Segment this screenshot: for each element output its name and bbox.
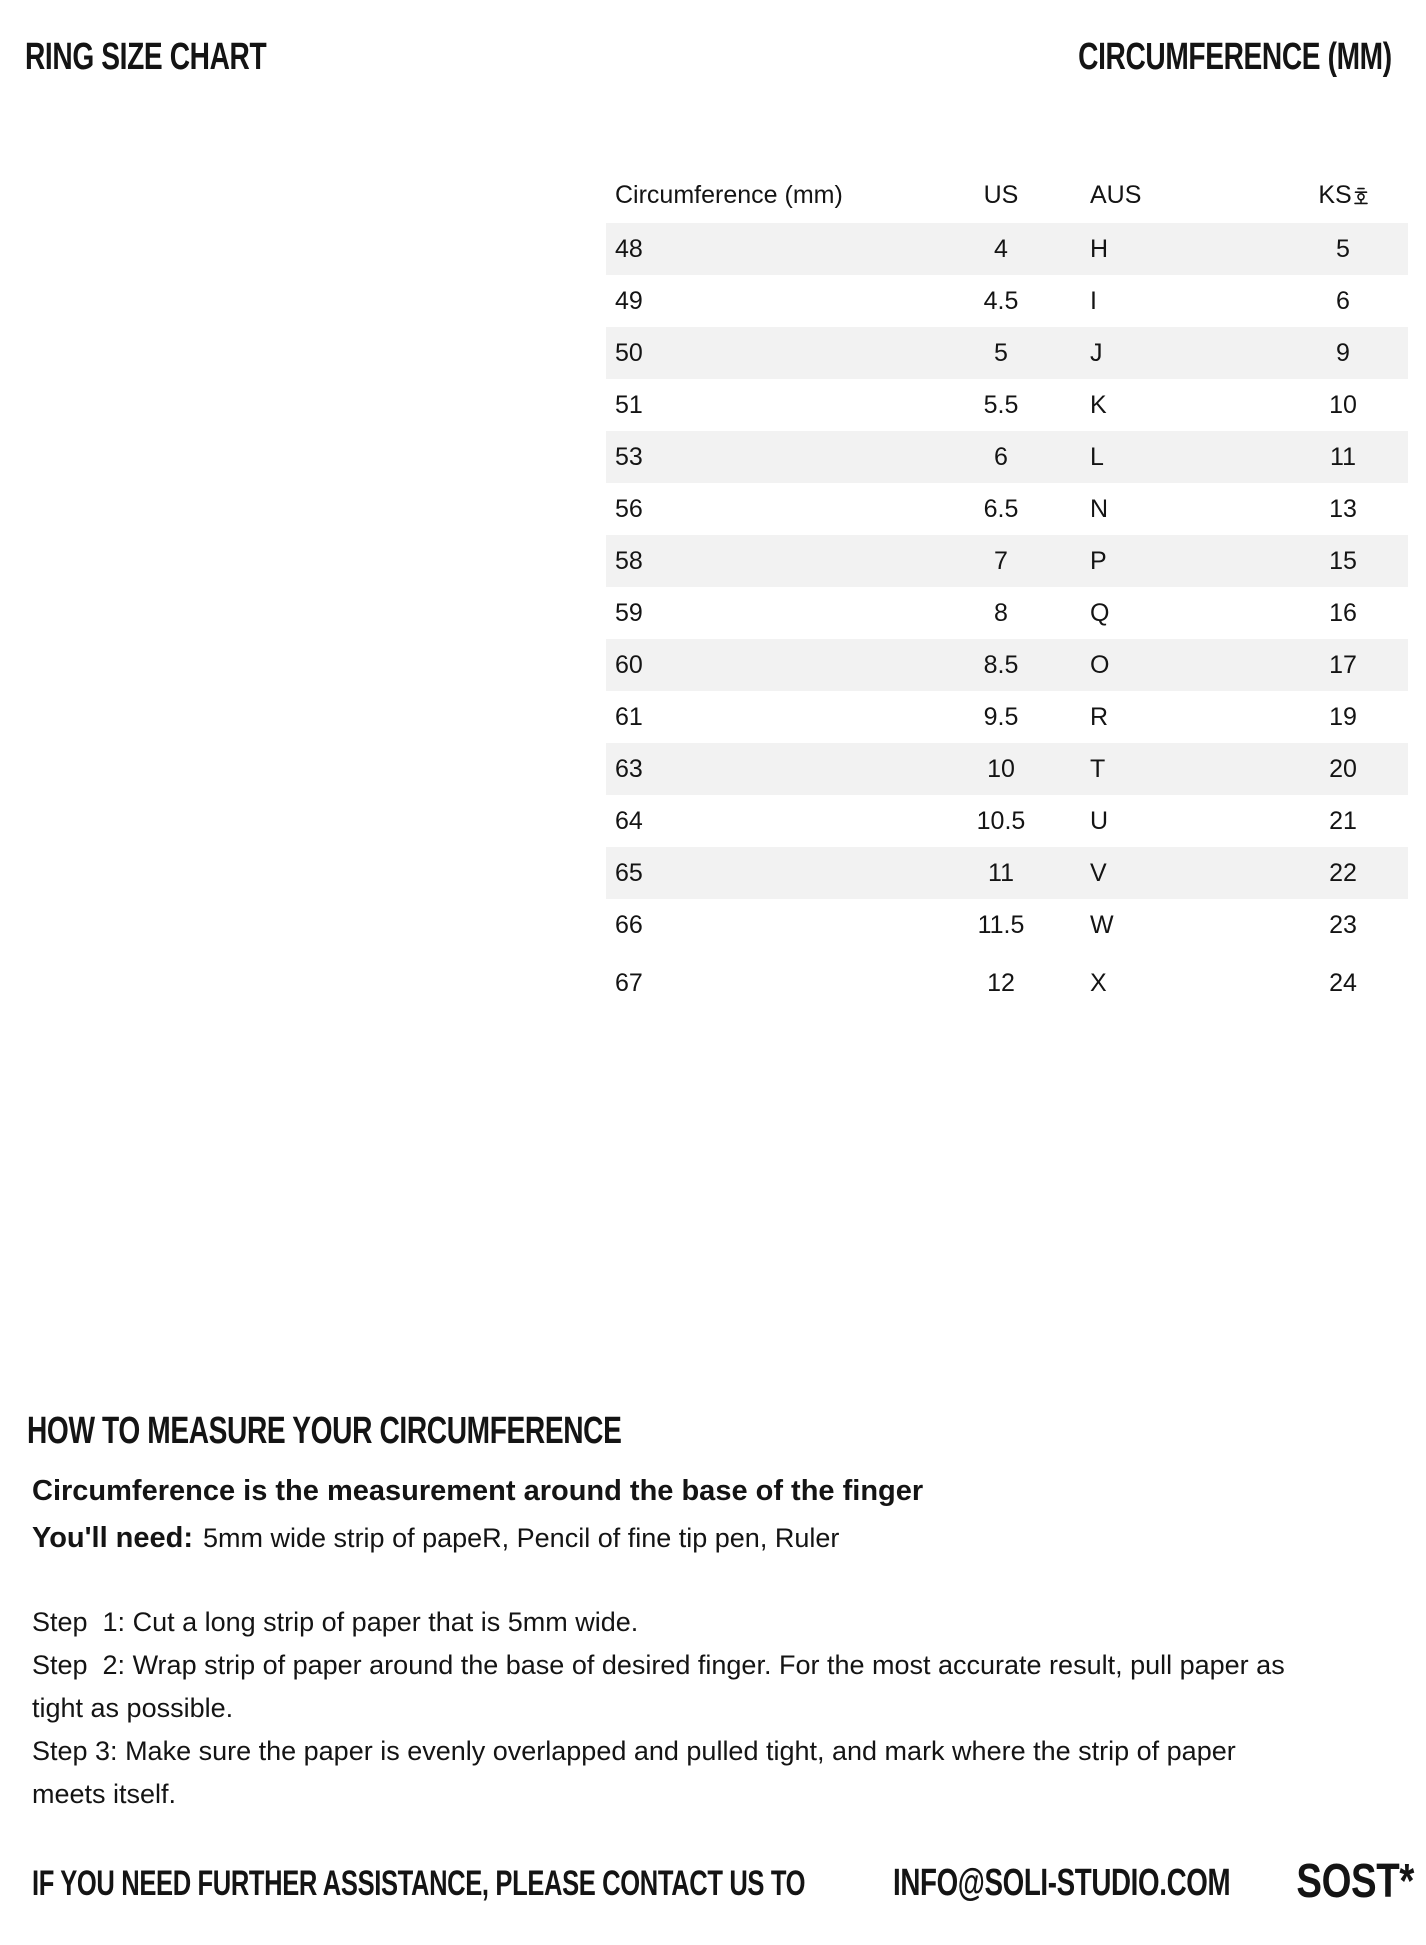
table-row	[606, 847, 1408, 899]
cell-us-size: 10.5	[976, 806, 1026, 835]
cell-us-size: 9.5	[983, 702, 1019, 731]
cell-circumference: 66	[615, 910, 643, 939]
howto-heading: HOW TO MEASURE YOUR CIRCUMFERENCE	[27, 1410, 622, 1452]
table-row	[606, 795, 1408, 847]
cell-ks-size: 17	[1329, 650, 1357, 679]
footer	[0, 1855, 1426, 1918]
cell-circumference: 50	[615, 338, 643, 367]
cell-circumference: 60	[615, 650, 643, 679]
cell-circumference: 58	[615, 546, 643, 575]
howto-steps	[32, 1601, 1302, 1816]
size-table-header	[606, 168, 1408, 223]
cell-aus-size: O	[1090, 650, 1110, 679]
table-row	[606, 535, 1408, 587]
table-row	[606, 327, 1408, 379]
cell-circumference: 49	[615, 286, 643, 315]
cell-ks-size: 23	[1329, 910, 1357, 939]
cell-ks-size: 10	[1329, 390, 1357, 419]
table-row	[606, 639, 1408, 691]
column-header-aus: AUS	[1090, 181, 1142, 209]
cell-us-size: 8.5	[983, 650, 1019, 679]
cell-ks-size: 6	[1336, 286, 1350, 315]
cell-circumference: 61	[615, 702, 643, 731]
cell-ks-size: 16	[1329, 598, 1357, 627]
cell-aus-size: I	[1090, 286, 1097, 315]
page-title: RING SIZE CHART	[25, 36, 267, 78]
footer-email: INFO@SOLI-STUDIO.COM	[893, 1862, 1231, 1904]
cell-circumference: 63	[615, 754, 643, 783]
cell-ks-size: 9	[1336, 338, 1350, 367]
column-header-us: US	[983, 181, 1019, 209]
cell-us-size: 5.5	[983, 390, 1019, 419]
need-text: 5mm wide strip of papeR, Pencil of fine tip pen, Ruler	[203, 1523, 840, 1553]
cell-us-size: 10	[987, 754, 1015, 783]
cell-us-size: 5	[994, 338, 1008, 367]
cell-ks-size: 20	[1329, 754, 1357, 783]
cell-aus-size: N	[1090, 494, 1109, 523]
table-row	[606, 899, 1408, 951]
cell-aus-size: R	[1090, 702, 1109, 731]
cell-us-size: 12	[987, 968, 1015, 997]
cell-circumference: 56	[615, 494, 643, 523]
column-header-ks	[1278, 181, 1408, 210]
cell-ks-size: 24	[1329, 968, 1357, 997]
footer-assistance-text: IF YOU NEED FURTHER ASSISTANCE, PLEASE CONTACT US TO	[32, 1864, 806, 1903]
cell-circumference: 53	[615, 442, 643, 471]
cell-aus-size: J	[1090, 338, 1103, 367]
table-row	[606, 483, 1408, 535]
cell-ks-size: 5	[1336, 234, 1350, 263]
cell-us-size: 11.5	[977, 910, 1025, 939]
table-row	[606, 743, 1408, 795]
step-3: Step 3: Make sure the paper is evenly overlapped and pulled tight, and mark where the strip of paper meets itself.	[32, 1736, 1244, 1809]
table-row	[606, 431, 1408, 483]
need-label: You'll need:	[32, 1522, 194, 1554]
cell-us-size: 7	[994, 546, 1008, 575]
cell-circumference: 64	[615, 806, 643, 835]
ks-label: KS	[1318, 181, 1352, 209]
howto-intro: Circumference is the measurement around the base of the finger	[32, 1475, 924, 1507]
brand-logo: SOST*	[1296, 1855, 1414, 1908]
size-table	[606, 168, 1408, 1009]
cell-aus-size: Q	[1090, 598, 1110, 627]
cell-aus-size: T	[1090, 754, 1106, 783]
cell-aus-size: V	[1090, 858, 1107, 887]
cell-circumference: 51	[615, 390, 643, 419]
table-row	[606, 275, 1408, 327]
cell-ks-size: 15	[1329, 546, 1357, 575]
cell-us-size: 8	[994, 598, 1008, 627]
cell-ks-size: 19	[1329, 702, 1357, 731]
cell-us-size: 6.5	[983, 494, 1019, 523]
cell-ks-size: 22	[1329, 858, 1357, 887]
page-subtitle: CIRCUMFERENCE (MM)	[1078, 36, 1392, 78]
cell-circumference: 65	[615, 858, 643, 887]
cell-aus-size: W	[1090, 910, 1114, 939]
step-2: Step 2: Wrap strip of paper around the base of desired finger. For the most accurate result, pull paper as tight as possible.	[32, 1650, 1293, 1723]
cell-circumference: 59	[615, 598, 643, 627]
cell-us-size: 4.5	[983, 286, 1019, 315]
table-row	[606, 691, 1408, 743]
cell-us-size: 6	[994, 442, 1008, 471]
korean-ho-glyph	[1354, 187, 1368, 205]
howto-need-line	[32, 1521, 839, 1556]
table-row	[606, 587, 1408, 639]
cell-circumference: 48	[615, 234, 643, 263]
table-row	[606, 223, 1408, 275]
cell-us-size: 4	[994, 234, 1008, 263]
cell-us-size: 11	[988, 858, 1014, 887]
table-row	[606, 957, 1408, 1009]
cell-ks-size: 11	[1330, 442, 1356, 471]
size-table-body	[606, 223, 1408, 1009]
cell-aus-size: P	[1090, 546, 1107, 575]
cell-aus-size: K	[1090, 390, 1107, 419]
step-1: Step 1: Cut a long strip of paper that is 5mm wide.	[32, 1607, 639, 1637]
cell-circumference: 67	[615, 968, 643, 997]
table-row	[606, 379, 1408, 431]
column-header-circumference: Circumference (mm)	[615, 181, 843, 209]
cell-ks-size: 13	[1329, 494, 1357, 523]
cell-aus-size: U	[1090, 806, 1109, 835]
cell-aus-size: L	[1090, 442, 1104, 471]
cell-aus-size: X	[1090, 968, 1107, 997]
cell-ks-size: 21	[1329, 806, 1357, 835]
cell-aus-size: H	[1090, 234, 1109, 263]
